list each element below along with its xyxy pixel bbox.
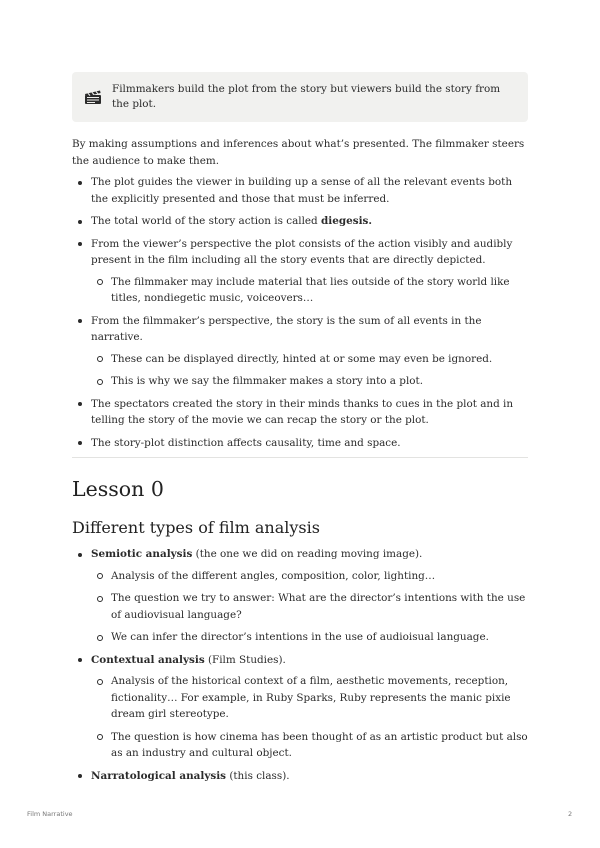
sub-list: [91, 568, 528, 646]
list-item: From the viewer’s perspective the plot consists of the action visibly and audibly present in the film including all the story events that are directly depicted. The filmmaker may include material that lies outside of the story world like titles, nondiegetic music, voiceovers…: [72, 236, 528, 307]
divider: [72, 457, 528, 458]
list-item: Semiotic analysis (the one we did on reading moving image). Analysis of the different angles, composition, color, lighting… The question we try to answer: What are the director’s intentions with the use of audiovisual language? We can infer the director’s intentions in the use of audioisual language.: [72, 546, 528, 646]
sub-list: [91, 274, 528, 307]
list-item: The plot guides the viewer in building up a sense of all the relevant events both the explicitly presented and those that must be inferred.: [72, 174, 528, 207]
lesson-title: Lesson 0: [72, 477, 164, 501]
callout-text: Filmmakers build the plot from the story but viewers build the story from the plot.: [112, 83, 501, 110]
list-item: From the filmmaker’s perspective, the story is the sum of all events in the narrative. These can be displayed directly, hinted at or some may even be ignored. This is why we say the filmmaker makes a story into a plot.: [72, 313, 528, 390]
list-item: The total world of the story action is called diegesis.: [72, 213, 528, 230]
list-item: The story-plot distinction affects causality, time and space.: [72, 435, 528, 452]
list-item: Contextual analysis (Film Studies). Analysis of the historical context of a film, aesthetic movements, reception, fictionality… For example, in Ruby Sparks, Ruby represents the manic pixie dream girl stereotype. The question is how cinema has been thought of as an artistic product but also as an industry and cultural object.: [72, 652, 528, 762]
story-plot-list: [72, 174, 528, 451]
footer-title: Film Narrative: [27, 810, 73, 818]
list-item: These can be displayed directly, hinted at or some may even be ignored.: [91, 351, 528, 368]
list-item: Analysis of the historical context of a film, aesthetic movements, reception, fictionality… For example, in Ruby Sparks, Ruby represents the manic pixie dream girl stereotype.: [91, 673, 528, 723]
list-item: The question we try to answer: What are the director’s intentions with the use of audiovisual language?: [91, 590, 528, 623]
list-item: Analysis of the different angles, composition, color, lighting…: [91, 568, 528, 585]
list-item: The spectators created the story in their minds thanks to cues in the plot and in telling the story of the movie we can recap the story or the plot.: [72, 396, 528, 429]
sub-list: [91, 673, 528, 762]
callout: [72, 72, 528, 122]
list-item: The filmmaker may include material that lies outside of the story world like titles, nondiegetic music, voiceovers…: [91, 274, 528, 307]
analysis-list: [72, 546, 528, 784]
list-item: The question is how cinema has been thought of as an artistic product but also as an industry and cultural object.: [91, 729, 528, 762]
list-item: We can infer the director’s intentions in the use of audioisual language.: [91, 629, 528, 646]
page-number: 2: [568, 810, 573, 818]
clapperboard-icon: [84, 89, 102, 105]
list-item: This is why we say the filmmaker makes a story into a plot.: [91, 373, 528, 390]
page-content: [72, 72, 528, 790]
list-item: Narratological analysis (this class).: [72, 768, 528, 785]
diegesis-term: diegesis.: [321, 215, 372, 227]
intro-paragraph: By making assumptions and inferences about what’s presented. The filmmaker steers the audience to make them.: [72, 138, 525, 167]
sub-list: [91, 351, 528, 390]
section-title: Different types of film analysis: [72, 518, 320, 537]
